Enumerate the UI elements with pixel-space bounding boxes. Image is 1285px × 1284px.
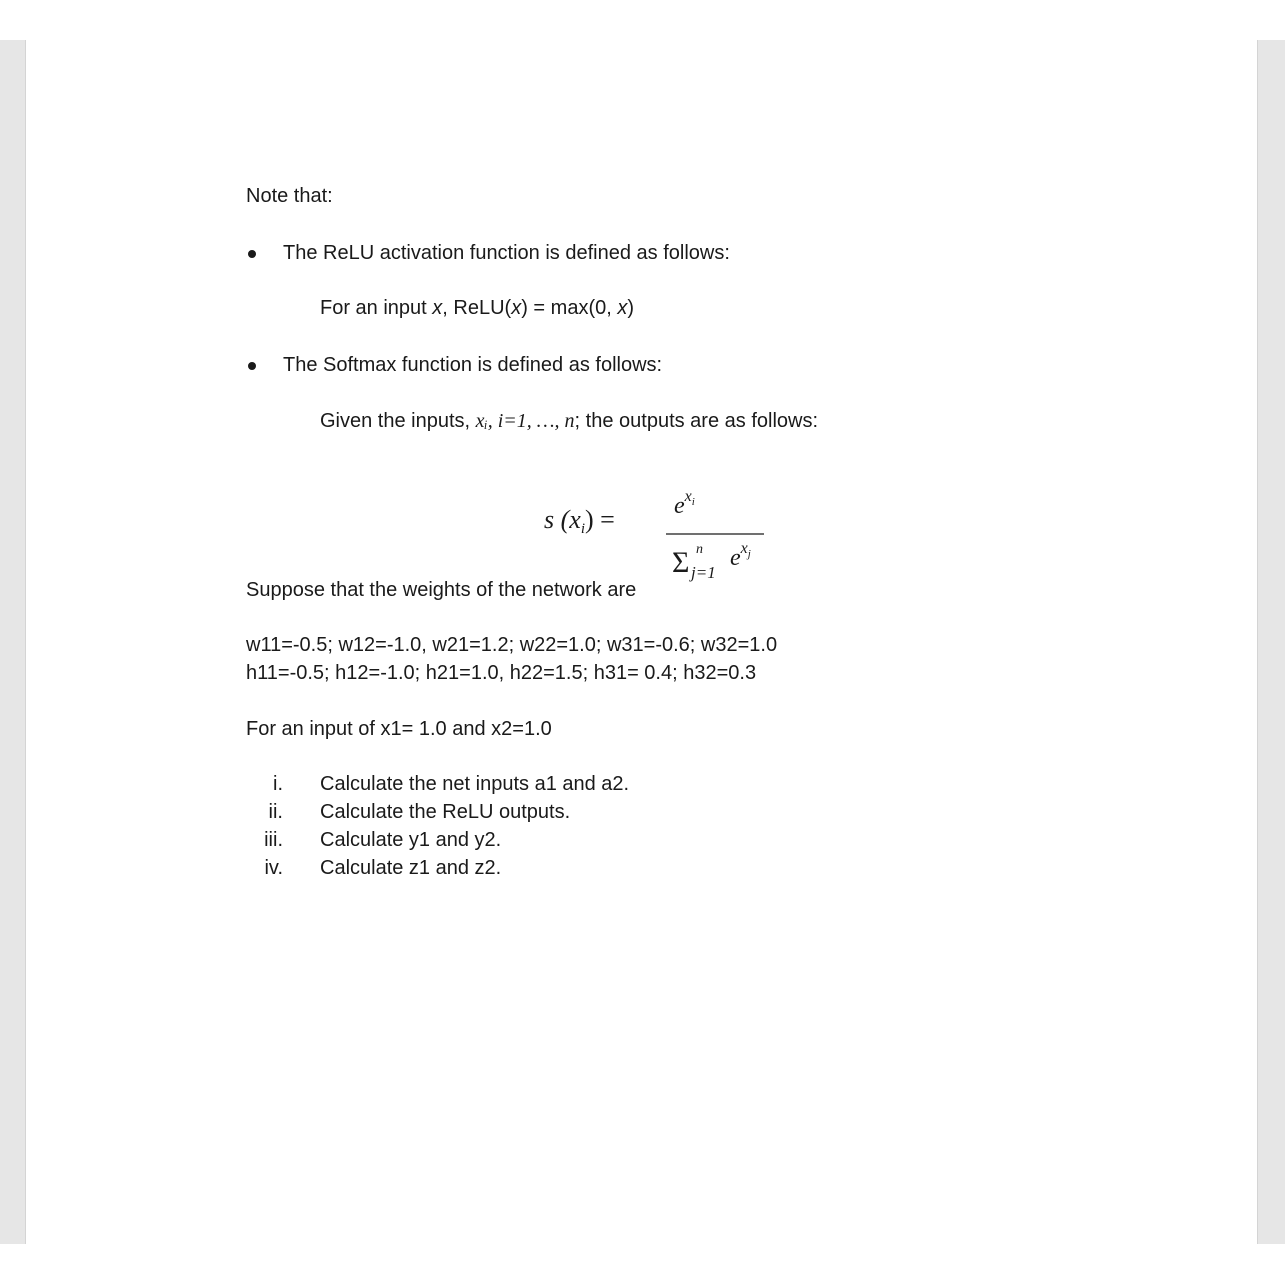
softmax-bullet-text: The Softmax function is defined as follows: — [283, 354, 663, 376]
formula-numerator: $e^xi$ — [674, 488, 695, 519]
relu-bullet-text: The ReLU activation function is defined as follows: — [283, 242, 730, 264]
softmax-formula — [536, 458, 776, 582]
note-heading: Note that: — [246, 185, 333, 207]
question-text: Calculate the net inputs a1 and a2. — [320, 773, 630, 795]
softmax-formula-svg — [536, 458, 776, 582]
viewer-left-margin — [0, 40, 26, 1244]
softmax-definition: Given the inputs, xᵢ, i=1, …, n; the outputs are as follows: — [320, 410, 819, 432]
document-page — [26, 40, 1256, 1244]
formula-denominator-term: $e^xj$ — [730, 540, 751, 571]
input-line: For an input of x1= 1.0 and x2=1.0 — [246, 718, 552, 740]
formula-sigma-lower: j=1 — [691, 563, 716, 582]
formula-sigma-upper: n — [696, 542, 703, 557]
question-text: Calculate y1 and y2. — [320, 829, 502, 851]
question-number: iii. — [264, 829, 283, 851]
question-number: i. — [273, 773, 283, 795]
question-text: Calculate the ReLU outputs. — [320, 801, 571, 823]
weights-line-h: h11=-0.5; h12=-1.0; h21=1.0, h22=1.5; h31= 0.4; h32=0.3 — [246, 662, 757, 684]
question-text: Calculate z1 and z2. — [320, 857, 502, 879]
bullet-dot — [248, 362, 256, 370]
viewer-right-margin — [1257, 40, 1285, 1244]
question-number: iv. — [264, 857, 283, 879]
formula-lhs: s (xi) = — [544, 505, 615, 537]
weights-intro: Suppose that the weights of the network are — [246, 579, 637, 601]
formula-sigma: Σ — [672, 546, 690, 579]
bullet-dot — [248, 250, 256, 258]
question-number: ii. — [268, 801, 283, 823]
relu-definition: For an input x, ReLU(x) = max(0, x) — [320, 297, 635, 319]
weights-line-w: w11=-0.5; w12=-1.0, w21=1.2; w22=1.0; w31=-0.6; w32=1.0 — [246, 634, 778, 656]
